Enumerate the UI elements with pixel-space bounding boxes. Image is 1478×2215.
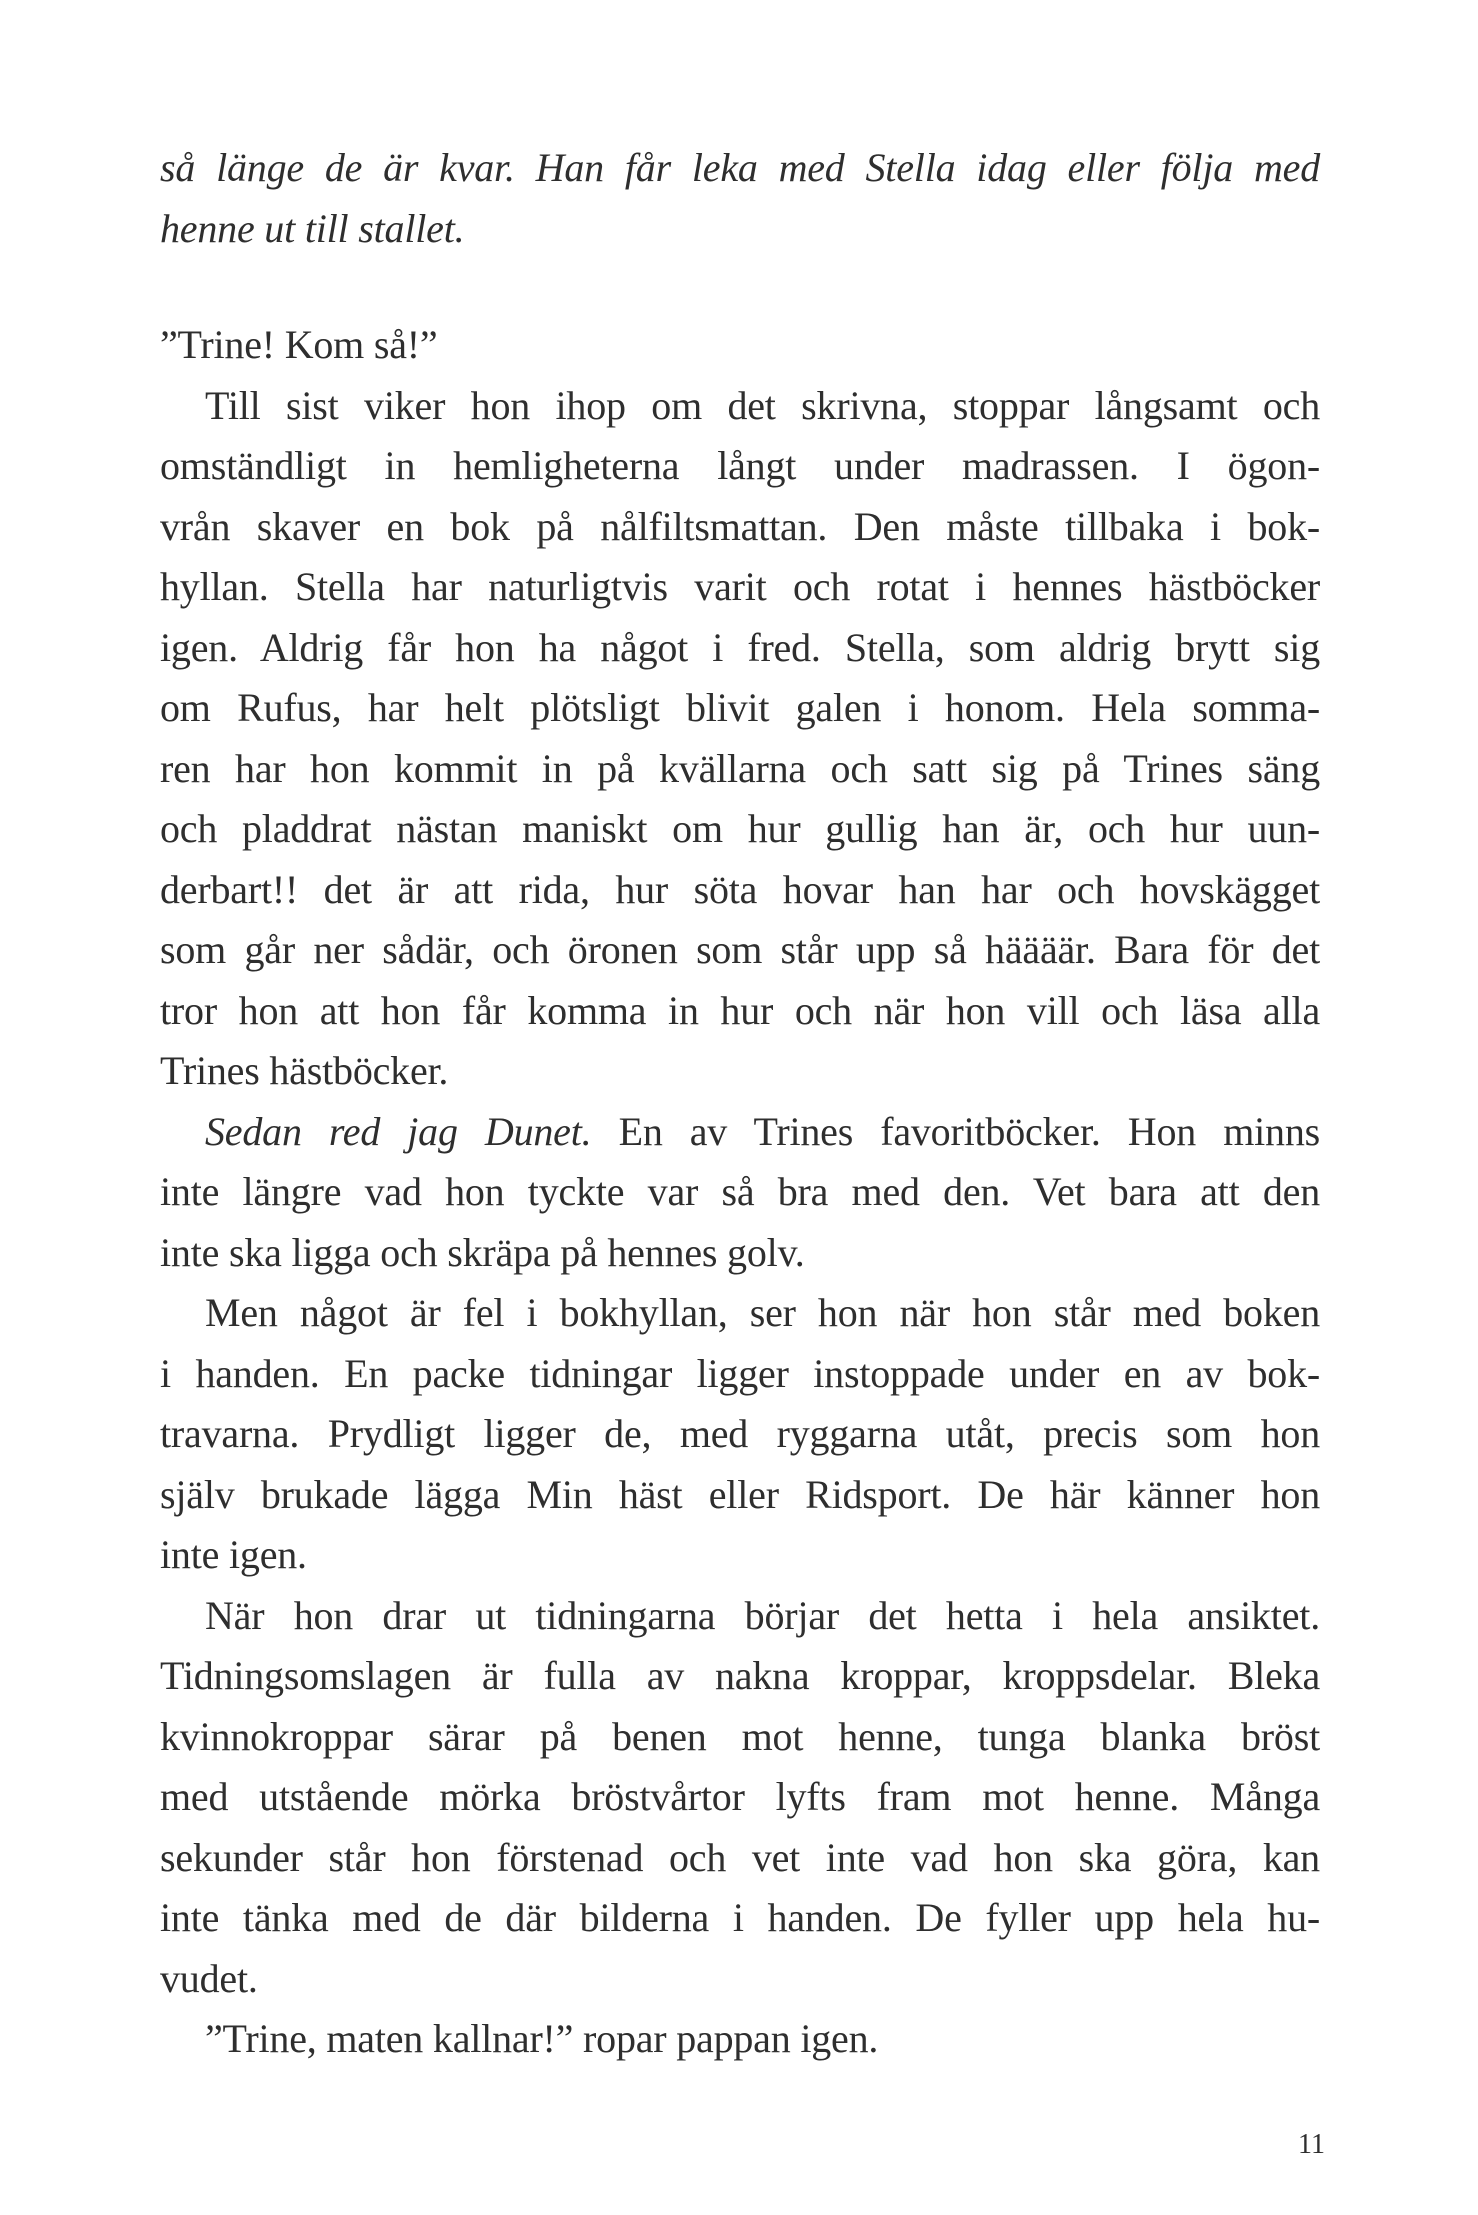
text-line: inte igen.: [160, 1532, 307, 1577]
paragraph-1: [160, 376, 1320, 1102]
text-line: vrån skaver en bok på nålfiltsmattan. Den måste tillbaka i bok-: [160, 503, 1320, 549]
paragraph-4: [160, 1586, 1320, 2010]
text-line: inte ska ligga och skräpa på hennes golv.: [160, 1229, 805, 1275]
opening-paragraph: [160, 138, 1320, 259]
text-line: travarna. Prydligt ligger de, med ryggarna utåt, precis som hon: [160, 1411, 1320, 1456]
text-line: henne ut till stallet.: [160, 205, 465, 251]
text-line: ren har hon kommit in på kvällarna och satt sig på Trines säng: [160, 745, 1320, 791]
text-line: kvinnokroppar särar på benen mot henne, tunga blanka bröst: [160, 1713, 1320, 1759]
closing-paragraph: [160, 2009, 1320, 2070]
section-break: [160, 259, 1320, 315]
text-line: vudet.: [160, 1955, 258, 2001]
text-line: När hon drar ut tidningarna börjar det hetta i hela ansiktet.: [205, 1592, 1320, 1638]
text-line: ”Trine! Kom så!”: [160, 322, 438, 367]
text-line: [160, 1102, 1320, 1163]
text-line: med utstående mörka bröstvårtor lyfts fram mot henne. Många: [160, 1774, 1320, 1819]
text-line: inte tänka med de där bilderna i handen. De fyller upp hela hu-: [160, 1895, 1320, 1940]
book-title: Sedan red jag Dunet.: [205, 1108, 592, 1154]
text-line: Tidningsomslagen är fulla av nakna kroppar, kroppsdelar. Bleka: [160, 1653, 1320, 1698]
text-line: hyllan. Stella har naturligtvis varit och rotat i hennes hästböcker: [160, 564, 1320, 609]
text-line: i handen. En packe tidningar ligger instoppade under en av bok-: [160, 1350, 1320, 1396]
paragraph-3: [160, 1283, 1320, 1586]
text-line: Till sist viker hon ihop om det skrivna, stoppar långsamt och: [205, 382, 1320, 428]
text-line: sekunder står hon förstenad och vet inte vad hon ska göra, kan: [160, 1834, 1320, 1880]
text-line: derbart!! det är att rida, hur söta hovar han har och hovskägget: [160, 866, 1320, 912]
text-line: omständligt in hemligheterna långt under madrassen. I ögon-: [160, 443, 1320, 488]
text-line: inte längre vad hon tyckte var så bra med den. Vet bara att den: [160, 1169, 1320, 1214]
text-line: som går ner sådär, och öronen som står upp så häääär. Bara för det: [160, 927, 1320, 972]
text-line: Men något är fel i bokhyllan, ser hon när hon står med boken: [205, 1290, 1320, 1335]
text-line: själv brukade lägga Min häst eller Ridsport. De här känner hon: [160, 1471, 1320, 1517]
text-line: ”Trine, maten kallnar!” ropar pappan igen.: [205, 2016, 879, 2061]
page-number: 11: [1298, 2129, 1325, 2160]
text-line: Trines hästböcker.: [160, 1048, 449, 1093]
text-line: tror hon att hon får komma in hur och när hon vill och läsa alla: [160, 987, 1320, 1033]
text-line: så länge de är kvar. Han får leka med Stella idag eller följa med: [160, 145, 1320, 190]
text-fragment: En av Trines favoritböcker. Hon minns: [591, 1108, 1320, 1154]
text-line: om Rufus, har helt plötsligt blivit galen i honom. Hela somma-: [160, 685, 1320, 730]
text-line: och pladdrat nästan maniskt om hur gullig han är, och hur uun-: [160, 806, 1320, 851]
text-line: igen. Aldrig får hon ha något i fred. Stella, som aldrig brytt sig: [160, 624, 1320, 670]
book-page-text: [160, 138, 1320, 2070]
paragraph-2: [160, 1102, 1320, 1284]
dialogue-line: [160, 315, 1320, 376]
